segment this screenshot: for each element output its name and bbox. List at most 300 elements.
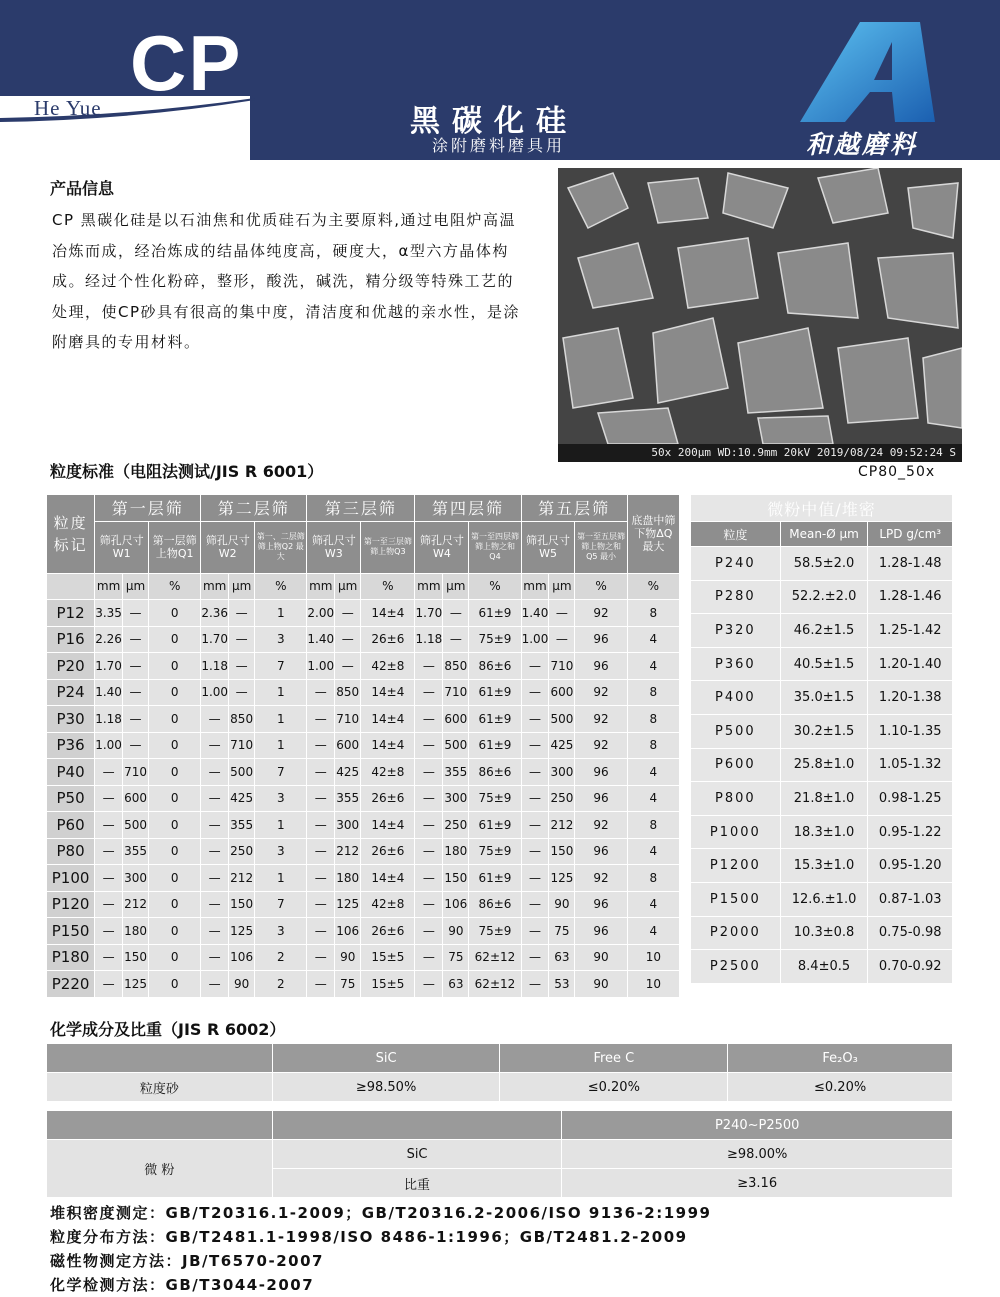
table-cell: — [229,653,255,680]
unit-mm: mm [307,573,335,600]
table-cell: 850 [229,706,255,733]
chem-micro-table [46,1110,953,1198]
grit-label: P20 [47,653,95,680]
table-row [691,681,953,715]
q4-header: 第一至四层筛筛上物之和Q4 [469,521,521,573]
table-cell: — [521,865,549,892]
table-cell: 12.6.±1.0 [780,882,868,916]
table-cell: 4 [627,891,679,918]
table-cell: 62±12 [469,971,521,998]
table-cell: 1.18 [201,653,229,680]
table-cell: 1 [255,600,307,627]
table-row [691,882,953,916]
table-cell: 0.98-1.25 [868,782,953,816]
table-cell: — [95,759,123,786]
micro-grit-label: P800 [691,782,781,816]
table-cell: 58.5±2.0 [780,547,868,581]
table-row [691,815,953,849]
table-cell: 1.28-1.46 [868,580,953,614]
table-cell: 300 [122,865,148,892]
table-cell: 92 [575,865,627,892]
table-cell: — [95,812,123,839]
chem-col-fe2o3: Fe₂O₃ [728,1044,953,1073]
grit-table-body [47,600,680,998]
table-cell: 90 [549,891,575,918]
table-cell: 710 [335,706,361,733]
w5-header: 筛孔尺寸W5 [521,521,575,573]
table-cell: — [307,812,335,839]
table-cell: 96 [575,785,627,812]
grit-label: P220 [47,971,95,998]
table-cell: 26±6 [361,918,415,945]
table-cell: 1 [255,812,307,839]
chem-col-sic: SiC [272,1044,500,1073]
table-cell: — [521,918,549,945]
table-cell: 710 [443,679,469,706]
table-cell: — [521,759,549,786]
table-cell: 8 [627,812,679,839]
table-cell: 2.00 [307,600,335,627]
table-cell: 2.36 [201,600,229,627]
table-cell: 1 [255,865,307,892]
q3-header: 第一至三层筛筛上物Q3 [361,521,415,573]
table-cell: 7 [255,891,307,918]
table-cell: 1 [255,679,307,706]
micro-grit-label: P2500 [691,950,781,984]
micro-range-header: P240~P2500 [562,1111,953,1140]
table-cell: 0.70-0.92 [868,950,953,984]
layer-2-header: 第二层筛 [201,495,307,522]
unit-um: μm [335,573,361,600]
micro-grit-label: P500 [691,714,781,748]
table-cell: 212 [122,891,148,918]
table-cell: 710 [229,732,255,759]
sem-micrograph [558,168,962,462]
table-row [47,600,680,627]
table-row [47,918,680,945]
table-row [691,714,953,748]
table-row [691,580,953,614]
w1-header: 筛孔尺寸W1 [95,521,149,573]
table-cell: 52.2.±2.0 [780,580,868,614]
table-cell: 250 [443,812,469,839]
table-cell: 0 [149,865,201,892]
table-cell: 710 [122,759,148,786]
table-cell: — [415,679,443,706]
micro-grit-label: P600 [691,748,781,782]
table-cell: — [122,732,148,759]
layer-3-header: 第三层筛 [307,495,415,522]
table-cell: 8 [627,679,679,706]
unit-blank [47,573,95,600]
table-cell: 42±8 [361,759,415,786]
table-cell: 300 [549,759,575,786]
grit-label: P80 [47,838,95,865]
table-cell: — [415,865,443,892]
table-cell: — [307,732,335,759]
table-cell: — [415,706,443,733]
table-cell: 4 [627,838,679,865]
table-cell: 92 [575,679,627,706]
table-cell: 125 [335,891,361,918]
table-cell: 2 [255,971,307,998]
table-cell: — [415,944,443,971]
table-cell: 250 [229,838,255,865]
table-cell: 1.00 [307,653,335,680]
table-row [47,679,680,706]
table-cell: — [122,706,148,733]
table-cell: 46.2±1.5 [780,614,868,648]
table-row [47,626,680,653]
table-cell: — [201,971,229,998]
table-cell: 92 [575,706,627,733]
table-cell: 500 [122,812,148,839]
table-cell: — [415,971,443,998]
table-cell: — [443,626,469,653]
table-cell: 125 [229,918,255,945]
table-cell: 0 [149,732,201,759]
micro-grit-label: P280 [691,580,781,614]
table-cell: 600 [443,706,469,733]
table-cell: — [415,653,443,680]
micro-sic-value: ≥98.00% [562,1140,953,1169]
micro-grit-label: P320 [691,614,781,648]
table-cell: 92 [575,600,627,627]
table-cell: 212 [229,865,255,892]
table-cell: 8 [627,600,679,627]
grit-standard-table [46,494,680,998]
table-cell: — [307,891,335,918]
table-cell: — [415,785,443,812]
table-row [691,849,953,883]
table-cell: 0 [149,812,201,839]
table-cell: — [229,600,255,627]
table-cell: 0.87-1.03 [868,882,953,916]
unit-pct: % [361,573,415,600]
table-cell: — [95,785,123,812]
unit-um: μm [549,573,575,600]
table-cell: 2.26 [95,626,123,653]
table-cell: 355 [229,812,255,839]
table-row [691,950,953,984]
table-cell: 1.40 [521,600,549,627]
table-row [47,891,680,918]
chem-sic-value: ≥98.50% [272,1073,500,1102]
table-cell: 4 [627,785,679,812]
table-cell: 0.75-0.98 [868,916,953,950]
table-cell: — [521,971,549,998]
table-cell: — [521,838,549,865]
table-cell: 355 [335,785,361,812]
micro-powder-table [690,494,953,984]
table-cell: 3 [255,838,307,865]
micro-grit-label: P1500 [691,882,781,916]
table-cell: 180 [443,838,469,865]
table-cell: — [415,812,443,839]
table-cell: 180 [122,918,148,945]
micro-powder-heading: 微粉中值/堆密 [691,495,953,522]
company-logo-text: 和越磨料 [806,130,919,159]
table-cell: 21.8±1.0 [780,782,868,816]
table-cell: — [201,865,229,892]
table-cell: 1.70 [201,626,229,653]
table-cell: 0 [149,706,201,733]
table-cell: — [122,653,148,680]
table-cell: 1 [255,732,307,759]
table-cell: 1.40 [307,626,335,653]
product-subtitle: 涂附磨料磨具用 [432,136,566,155]
table-cell: 150 [549,838,575,865]
table-row [691,614,953,648]
micrograph-caption: CP80_50x [858,464,936,480]
table-cell: — [415,891,443,918]
chem-freec-value: ≤0.20% [500,1073,728,1102]
table-cell: — [521,706,549,733]
standard-line: 粒度分布方法：GB/T2481.1-1998/ISO 8486-1:1996；GB/T2481.2-2009 [50,1228,688,1246]
table-cell: 125 [549,865,575,892]
table-cell: 0.95-1.20 [868,849,953,883]
table-cell: 90 [443,918,469,945]
table-cell: 10.3±0.8 [780,916,868,950]
grit-label: P100 [47,865,95,892]
table-row [47,944,680,971]
table-cell: 26±6 [361,626,415,653]
table-cell: 1.28-1.48 [868,547,953,581]
table-cell: 1.00 [95,732,123,759]
table-cell: 96 [575,918,627,945]
table-cell: 1 [255,706,307,733]
table-row [691,547,953,581]
q5-header: 第一至五层筛筛上物之和Q5 最小 [575,521,627,573]
table-cell: 4 [627,626,679,653]
table-cell: 14±4 [361,865,415,892]
table-cell: 0 [149,785,201,812]
micrograph-info-bar: 50x 200μm WD:10.9mm 20kV 2019/08/24 09:52:24 S [558,444,962,462]
micro-grit-label: P1000 [691,815,781,849]
table-cell: 14±4 [361,732,415,759]
product-code: CP [130,19,243,107]
table-cell: 3 [255,918,307,945]
table-cell: — [521,891,549,918]
table-cell: 425 [335,759,361,786]
micro-grit-label: P1200 [691,849,781,883]
chem-blank-header [47,1044,273,1073]
table-cell: 62±12 [469,944,521,971]
table-cell: 600 [122,785,148,812]
table-cell: — [201,706,229,733]
table-cell: — [307,971,335,998]
grit-column-header: 粒度标记 [47,495,95,574]
table-cell: 63 [549,944,575,971]
q2-header: 第一、二层筛筛上物Q2 最大 [255,521,307,573]
table-cell: — [95,865,123,892]
table-cell: 1.70 [95,653,123,680]
unit-um: μm [443,573,469,600]
table-cell: 0 [149,891,201,918]
table-cell: 96 [575,759,627,786]
table-cell: 92 [575,812,627,839]
table-cell: — [307,865,335,892]
table-cell: 2 [255,944,307,971]
unit-mm: mm [415,573,443,600]
table-cell: 75±9 [469,626,521,653]
table-row [691,647,953,681]
table-cell: — [521,812,549,839]
table-cell: — [307,838,335,865]
table-cell: 0 [149,653,201,680]
table-cell: 850 [335,679,361,706]
table-cell: — [201,785,229,812]
table-cell: — [201,891,229,918]
header-banner [0,0,1000,160]
micro-grit-label: P360 [691,647,781,681]
unit-pct: % [469,573,521,600]
micro-powder-label: 微 粉 [47,1140,273,1198]
table-cell: 0 [149,679,201,706]
table-cell: 1.00 [201,679,229,706]
table-cell: 0 [149,944,201,971]
unit-mm: mm [521,573,549,600]
table-cell: 0 [149,626,201,653]
table-cell: — [95,971,123,998]
standard-line: 化学检测方法：GB/T3044-2007 [50,1276,315,1294]
table-cell: — [122,600,148,627]
table-cell: — [229,626,255,653]
units-row [47,573,680,600]
unit-pct: % [575,573,627,600]
table-row [47,653,680,680]
table-cell: 61±9 [469,732,521,759]
micro-col-lpd: LPD g/cm³ [868,522,953,547]
table-cell: — [95,918,123,945]
table-cell: 90 [229,971,255,998]
grit-label: P150 [47,918,95,945]
table-cell: 30.2±1.5 [780,714,868,748]
table-cell: 61±9 [469,865,521,892]
table-row [47,706,680,733]
table-cell: — [95,891,123,918]
table-cell: — [201,838,229,865]
grit-label: P24 [47,679,95,706]
unit-pct: % [255,573,307,600]
table-cell: — [95,838,123,865]
chem-grain-table [46,1043,953,1102]
chem-row-label: 粒度砂 [47,1073,273,1102]
product-info-heading: 产品信息 [50,179,115,198]
table-cell: 96 [575,891,627,918]
table-row [691,782,953,816]
table-cell: 8 [627,706,679,733]
table-cell: 1.40 [95,679,123,706]
table-cell: 14±4 [361,812,415,839]
table-cell: 1.25-1.42 [868,614,953,648]
table-row [47,732,680,759]
micro-col-grit: 粒度 [691,522,781,547]
table-cell: 15.3±1.0 [780,849,868,883]
table-cell: 355 [443,759,469,786]
table-row [47,759,680,786]
layer-1-header: 第一层筛 [95,495,201,522]
unit-um: μm [122,573,148,600]
chem-fe2o3-value: ≤0.20% [728,1073,953,1102]
table-cell: 61±9 [469,706,521,733]
layer-4-header: 第四层筛 [415,495,521,522]
table-cell: 42±8 [361,891,415,918]
table-cell: 14±4 [361,706,415,733]
table-cell: 63 [443,971,469,998]
table-cell: — [307,679,335,706]
table-cell: — [335,626,361,653]
table-row [47,971,680,998]
table-cell: 86±6 [469,759,521,786]
table-cell: — [335,653,361,680]
table-cell: — [521,653,549,680]
table-cell: 15±5 [361,944,415,971]
table-cell: 90 [575,944,627,971]
grit-label: P16 [47,626,95,653]
table-cell: 25.8±1.0 [780,748,868,782]
table-cell: — [443,600,469,627]
product-info-paragraph: CP 黑碳化硅是以石油焦和优质硅石为主要原料,通过电阻炉高温冶炼而成，经冶炼成的结晶体纯度高，硬度大，α型六方晶体构成。经过个性化粉碎，整形，酸洗，碱洗，精分级等特殊工艺的处理，使CP砂具有很高的集中度，清洁度和优越的亲水性，是涂附磨具的专用材料。 [52,211,521,351]
chem-heading: 化学成分及比重（JIS R 6002） [50,1020,286,1039]
table-cell: 1.18 [415,626,443,653]
table-row [691,916,953,950]
table-cell: 0 [149,971,201,998]
table-cell: 1.20-1.38 [868,681,953,715]
micro-col-mean: Mean-Ø μm [780,522,868,547]
table-cell: 75 [549,918,575,945]
product-title: 黑碳化硅 [410,104,578,139]
table-cell: 61±9 [469,679,521,706]
w2-header: 筛孔尺寸W2 [201,521,255,573]
table-cell: 212 [335,838,361,865]
table-cell: — [549,600,575,627]
grit-label: P12 [47,600,95,627]
table-cell: 300 [443,785,469,812]
table-cell: — [521,785,549,812]
table-cell: 75±9 [469,918,521,945]
table-cell: 500 [443,732,469,759]
grit-label: P40 [47,759,95,786]
table-cell: — [307,759,335,786]
table-cell: 600 [549,679,575,706]
table-cell: 180 [335,865,361,892]
table-cell: 26±6 [361,785,415,812]
micro-density-value: ≥3.16 [562,1169,953,1198]
table-cell: 86±6 [469,653,521,680]
table-cell: — [201,759,229,786]
table-cell: 710 [549,653,575,680]
table-cell: 500 [549,706,575,733]
table-cell: 61±9 [469,600,521,627]
table-cell: 3 [255,785,307,812]
micro-density-label: 比重 [272,1169,562,1198]
table-cell: — [335,600,361,627]
chem-col-freec: Free C [500,1044,728,1073]
table-cell: — [307,918,335,945]
layer-5-header: 第五层筛 [521,495,627,522]
grit-label: P120 [47,891,95,918]
crystal-grains-image [558,168,962,462]
table-cell: 10 [627,971,679,998]
table-cell: — [549,626,575,653]
table-cell: 96 [575,626,627,653]
grit-label: P50 [47,785,95,812]
grit-label: P36 [47,732,95,759]
grit-standard-heading: 粒度标准（电阻法测试/JIS R 6001） [50,462,324,481]
table-cell: 850 [443,653,469,680]
table-cell: 75±9 [469,838,521,865]
